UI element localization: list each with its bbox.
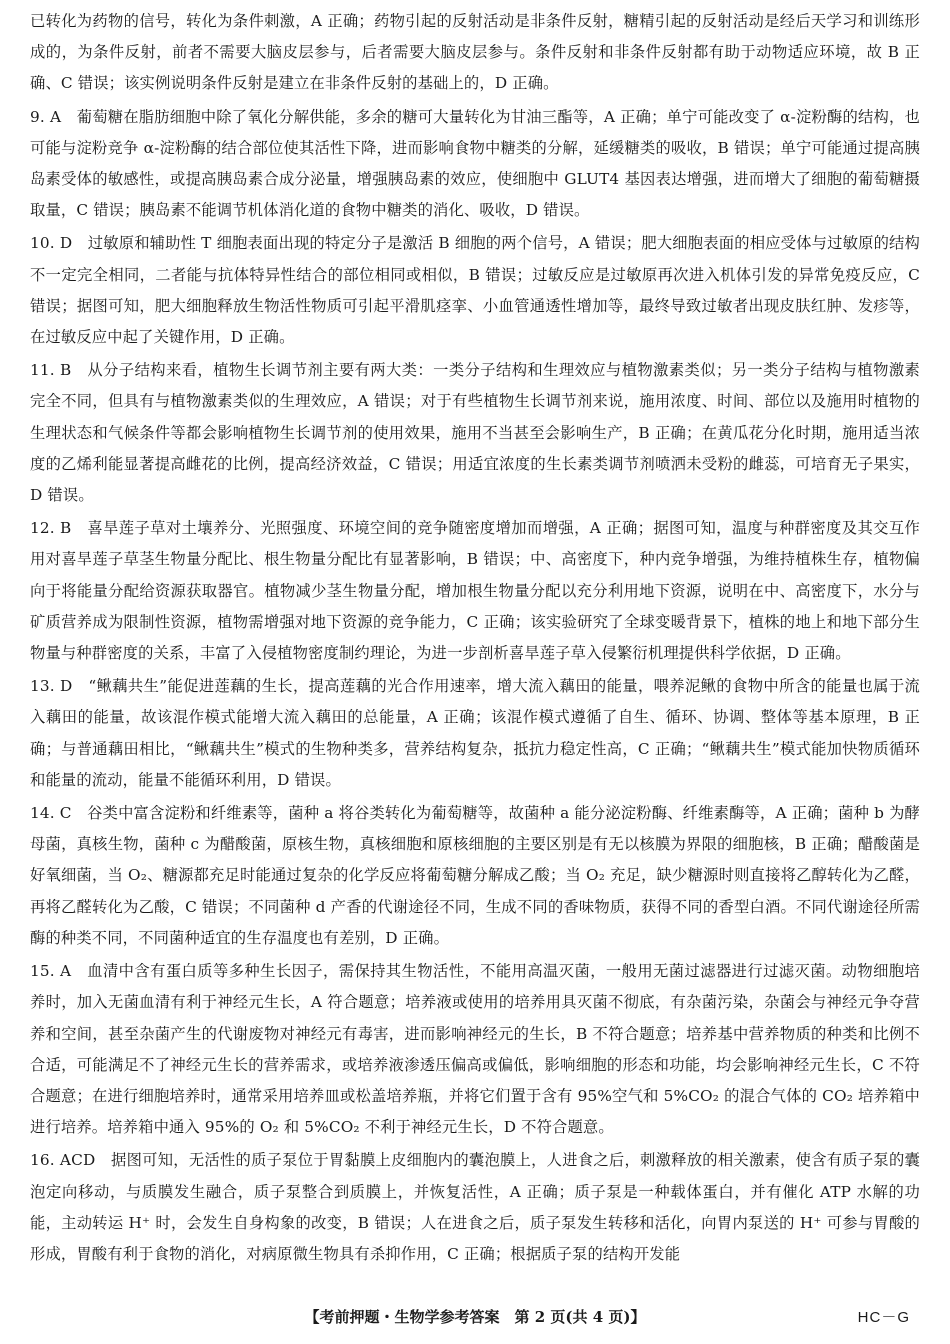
- answer-paragraph-12: 12. B 喜旱莲子草对土壤养分、光照强度、环境空间的竞争随密度增加而增强，A 正确；据图可知，温度与种群密度及其交互作用对喜旱莲子草茎生物量分配比、根生物量分配比有显著影响，B 错误；中、高密度下，种内竞争增强，为维持植株生存，植物偏向于将能量分配给资源获取器官。植物减少茎生物量分配，增加根生物量分配以充分利用地下资源，说明在中、高密度下，水分与矿质营养成为限制性资源，植物需增强对地下资源的竞争能力，C 正确；该实验研究了全球变暖背景下，植株的地上和地下部分生物量与种群密度的关系，丰富了入侵植物密度制约理论，为进一步剖析喜旱莲子草入侵繁衍机理提供科学依据，D 正确。: [30, 519, 920, 663]
- answer-paragraph-13: 13. D “鳅藕共生”能促进莲藕的生长，提高莲藕的光合作用速率，增大流入藕田的能量，喂养泥鳅的食物中所含的能量也属于流入藕田的能量，故该混作模式能增大流入藕田的总能量，A 正确；该混作模式遵循了自生、循环、协调、整体等基本原理，B 正确；与普通藕田相比，“鳅藕共生”模式的生物种类多，营养结构复杂，抵抗力稳定性高，C 正确；“鳅藕共生”模式能加快物质循环和能量的流动，能量不能循环利用，D 错误。: [30, 677, 920, 789]
- answer-paragraph-11: 11. B 从分子结构来看，植物生长调节剂主要有两大类：一类分子结构和生理效应与植物激素类似；另一类分子结构与植物激素完全不同，但具有与植物激素类似的生理效应，A 错误；对于有些植物生长调节剂来说，施用浓度、时间、部位以及施用时植物的生理状态和气候条件等都会影响植物生长调节剂的使用效果，施用不当甚至会影响生产，B 正确；在黄瓜花分化时期，施用适当浓度的乙烯利能显著提高雌花的比例，提高经济效益，C 错误；用适宜浓度的生长素类调节剂喷洒未受粉的雌蕊，可培育无子果实，D 错误。: [30, 361, 920, 505]
- answer-paragraph-continuation: 已转化为药物的信号，转化为条件刺激，A 正确；药物引起的反射活动是非条件反射，糖精引起的反射活动是经后天学习和训练形成的，为条件反射，前者不需要大脑皮层参与，后者需要大脑皮层参与。条件反射和非条件反射都有助于动物适应环境，故 B 正确、C 错误；该实例说明条件反射是建立在非条件反射的基础上的，D 正确。: [30, 12, 920, 93]
- footer-code: HC－G: [857, 1309, 910, 1326]
- answer-paragraph-9: 9. A 葡萄糖在脂肪细胞中除了氧化分解供能，多余的糖可大量转化为甘油三酯等，A 正确；单宁可能改变了 α-淀粉酶的结构，也可能与淀粉竞争 α-淀粉酶的结合部位使其活性下降，进而影响食物中糖类的分解，延缓糖类的吸收，B 错误；单宁可能通过提高胰岛素受体的敏感性，或提高胰岛素合成分泌量，增强胰岛素的效应，使细胞中 GLUT4 基因表达增强，进而增大了细胞的葡萄糖摄取量，C 错误；胰岛素不能调节机体消化道的食物中糖类的消化、吸收，D 错误。: [30, 107, 920, 220]
- answer-paragraph-15: 15. A 血清中含有蛋白质等多种生长因子，需保持其生物活性，不能用高温灭菌，一般用无菌过滤器进行过滤灭菌。动物细胞培养时，加入无菌血清有利于神经元生长，A 符合题意；培养液或使用的培养用具灭菌不彻底，有杂菌污染，杂菌会与神经元争夺营养和空间，甚至杂菌产生的代谢废物对神经元有毒害，进而影响神经元的生长，B 不符合题意；培养基中营养物质的种类和比例不合适，可能满足不了神经元生长的营养需求，或培养液渗透压偏高或偏低，影响细胞的形态和功能，均会影响神经元生长，C 不符合题意；在进行细胞培养时，通常采用培养皿或松盖培养瓶，并将它们置于含有 95%空气和 5%CO₂ 的混合气体的 CO₂ 培养箱中进行培养。培养箱中通入 95%的 O₂ 和 5%CO₂ 不利于神经元生长，D 不符合题意。: [30, 962, 920, 1137]
- answer-paragraph-10: 10. D 过敏原和辅助性 T 细胞表面出现的特定分子是激活 B 细胞的两个信号，A 错误；肥大细胞表面的相应受体与过敏原的结构不一定完全相同，二者能与抗体特异性结合的部位相同或相似，B 错误；过敏反应是过敏原再次进入机体引发的异常免疫反应，C 错误；据图可知，肥大细胞释放生物活性物质可引起平滑肌痉挛、小血管通透性增加等，最终导致过敏者出现皮肤红肿、发疹等，在过敏反应中起了关键作用，D 正确。: [30, 234, 920, 347]
- answer-paragraph-16: 16. ACD 据图可知，无活性的质子泵位于胃黏膜上皮细胞内的囊泡膜上，人进食之后，刺激释放的相关激素，使含有质子泵的囊泡定向移动，与质膜发生融合，质子泵整合到质膜上，并恢复活性，A 正确；质子泵是一种载体蛋白，并有催化 ATP 水解的功能，主动转运 H⁺ 时，会发生自身构象的改变，B 错误；人在进食之后，质子泵发生转移和活化，向胃内泵送的 H⁺ 可参与胃酸的形成，胃酸有利于食物的消化，对病原微生物具有杀抑作用，C 正确；根据质子泵的结构开发能: [30, 1151, 920, 1263]
- answer-paragraph-14: 14. C 谷类中富含淀粉和纤维素等，菌种 a 将谷类转化为葡萄糖等，故菌种 a 能分泌淀粉酶、纤维素酶等，A 正确；菌种 b 为酵母菌，真核生物，菌种 c 为醋酸菌，原核生物，真核细胞和原核细胞的主要区别是有无以核膜为界限的细胞核，B 正确；醋酸菌是好氧细菌，当 O₂、糖源都充足时能通过复杂的化学反应将葡萄糖分解成乙酸；当 O₂ 充足，缺少糖源时则直接将乙醇转化为乙醛，再将乙醛转化为乙酸，C 错误；不同菌种 d 产香的代谢途径不同，生成不同的香味物质，获得不同的香型白酒。不同代谢途径所需酶的种类不同，不同菌种适宜的生存温度也有差别，D 正确。: [30, 804, 920, 947]
- page-footer: [30, 1306, 920, 1334]
- answer-content: [30, 0, 920, 1270]
- footer-title: 【考前押题・生物学参考答案 第 2 页(共 4 页)】: [304, 1308, 646, 1326]
